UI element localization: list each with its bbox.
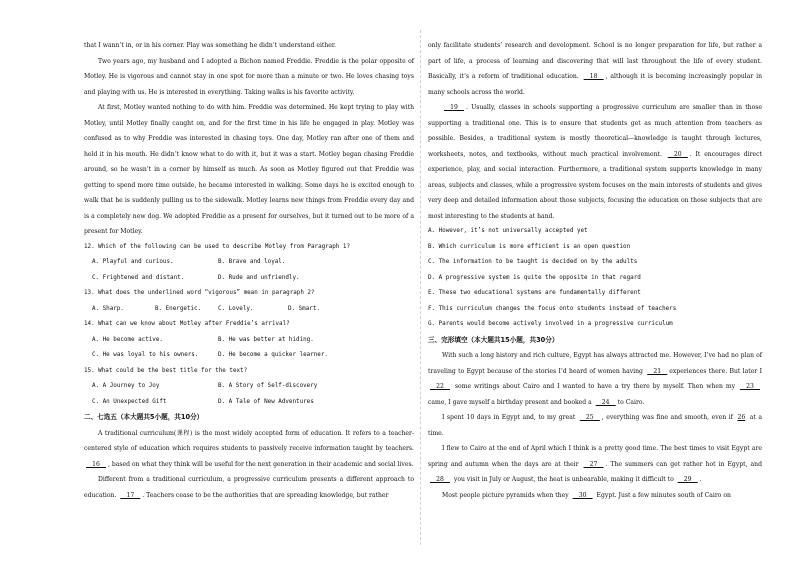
paragraph: Most people picture pyramids when they __30__ Egypt. Just a few minutes south of Cairo on — [442, 491, 731, 499]
option[interactable]: D. A Tale of New Adventures — [218, 398, 314, 405]
blank-25[interactable]: __25__ — [579, 414, 600, 421]
choice-option[interactable]: F. This curriculum changes the focus onto students instead of teachers — [428, 305, 677, 312]
blank-24[interactable]: __24__ — [595, 398, 616, 406]
options-row — [84, 271, 414, 287]
options-row — [84, 379, 414, 395]
options-row — [84, 333, 414, 349]
blank-16[interactable]: __16__ — [86, 460, 106, 468]
choice-option[interactable]: A. However, it’s not universally accepted yet — [428, 228, 588, 234]
paragraph: A traditional curriculum(课程) is the most widely accepted form of education. It refers to a teacher-centered style of education which requires students to passively receive information taught by teachers. __16__ , based on what they think will be useful for the next generation in their academic and social lives. — [84, 429, 414, 468]
right-column — [428, 38, 762, 503]
blank-27[interactable]: __27__ — [583, 460, 604, 468]
choice-option[interactable]: B. Which curriculum is more efficient is an open question — [428, 243, 631, 250]
blank-26[interactable]: 26 — [737, 414, 746, 421]
options-row — [84, 348, 414, 364]
option[interactable]: A. Playful and curious. — [92, 259, 174, 265]
blank-19[interactable]: __19__ — [444, 104, 464, 111]
option[interactable]: D. He become a quicker learner. — [218, 352, 328, 358]
option[interactable]: D. Smart. — [288, 305, 320, 312]
paragraph: that I wann’t in, or in his corner. Play was something he didn’t understand either. — [84, 42, 337, 49]
question-12: 12. Which of the following can be used to describe Motley from Paragraph 1? — [84, 243, 350, 250]
option[interactable]: B. He was better at hiding. — [218, 336, 314, 343]
options-row — [84, 255, 414, 271]
option[interactable]: A. Sharp. — [92, 305, 124, 312]
question-13: 13. What does the underlined word “vigorous” mean in paragraph 2? — [84, 290, 315, 296]
option[interactable]: C. Lovely. — [218, 305, 254, 312]
choice-option[interactable]: G. Parents would become actively involved in a progressive curriculum — [428, 321, 673, 327]
blank-20[interactable]: __20__ — [667, 150, 688, 158]
paragraph: __19__ . Usually, classes in schools supporting a progressive curriculum are smaller than in those supporting a traditional one. This is to ensure that students get as much attention from teachers as possible. Besides, a traditional system is mostly theoretical—knowledge is taught through lectures, worksheets, notes, and textbooks, without much practical involvement. __20__ . It encourages direct experience, play, and social interaction. Furthermore, a traditional system supports knowledge in many areas, subjects and classes, while a progressive system focuses on the main interests of students and gives very deep and detailed information about those subjects, focusing the education on those subjects that are most interesting to the students at hand. — [428, 104, 762, 220]
paragraph: With such a long history and rich culture, Egypt has always attracted me. However, I’ve had no plan of traveling to Egypt because of the stories I’d heard of women having __21__ experiences there. But later I __22__ some writings about Cairo and I wanted to have a try there by myself. Then when my __23__ came, I gave myself a birthday present and booked a __24__ to Cairo. — [428, 352, 762, 406]
option[interactable]: A. He become active. — [92, 336, 163, 343]
options-row — [84, 302, 414, 318]
blank-28[interactable]: __28__ — [430, 476, 450, 483]
paragraph: At first, Motley wanted nothing to do with him. Freddie was determined. He kept trying to play with Motley, until Motley finally caught on, and for the first time in his life he engaged in play. Motley was confused as to why Freddie was interested in chasing toys. One day, Motley ran after one of them and held it in his mouth. He didn’t know what to do with it, but it was a start. Motley began chasing Freddie around, so he wasn’t in a corner by himself as much. As soon as Motley figured out that Freddie was getting to spend more time outside, he became interested in walking. Some days he is excited enough to walk that he is suddenly pulling us to the sidewalk. Motley learns new things from Freddie every day and is a completely new dog. We adopted Freddie as a present for ourselves, but it turned out to be more of a present for Motley. — [84, 104, 414, 235]
choice-option[interactable]: D. A progressive system is quite the opposite in that regard — [428, 274, 641, 281]
paragraph: I flew to Cairo at the end of April which I think is a pretty good time. The best times to visit Egypt are spring and autumn when the days are at their __27__ . The summers can get rather hot in Egypt, and __28__ you visit in July or August, the heat is unbearable, making it difficult to __29__ . — [428, 445, 762, 483]
option[interactable]: B. Brave and loyal. — [218, 259, 286, 265]
left-column — [84, 38, 414, 503]
option[interactable]: C. An Unexpected Gift — [92, 398, 167, 405]
option[interactable]: D. Rude and unfriendly. — [218, 274, 300, 281]
option[interactable]: A. A Journey to Joy — [92, 383, 160, 389]
column-divider — [420, 30, 421, 545]
blank-18[interactable]: __18__ — [583, 73, 604, 80]
paragraph: I spent 10 days in Egypt and, to my great __25__ , everything was fine and smooth, even if 26 at a time. — [428, 414, 763, 437]
choice-option[interactable]: E. These two educational systems are fundamentally different — [428, 290, 641, 296]
option[interactable]: C. Frightened and distant. — [92, 274, 185, 281]
blank-17[interactable]: __17__ — [120, 491, 141, 499]
paragraph: only facilitate students’ research and development. School is no longer preparation for life, but rather a part of life, a process of learning and discovering that will last throughout the life of every student. Basically, it’s a reform of traditional education. __18__ , although it is becoming increasingly popular in many schools across the world. — [428, 42, 762, 96]
paragraph: Different from a traditional curriculum, a progressive curriculum presents a different approach to education. __17__ . Teachers cease to be the authorities that are spreading knowledge, but rather — [84, 476, 414, 499]
blank-30[interactable]: __30__ — [572, 491, 593, 499]
paragraph: Two years ago, my husband and I adopted a Bichon named Freddie. Freddie is the polar opposite of Motley. He is vigorous and cannot stay in one spot for more than a minute or two. He loves chasing toys and playing with us. He is interested in everything. Taking walks is his favorite activity. — [84, 57, 414, 96]
blank-29[interactable]: __29__ — [677, 476, 698, 483]
options-row — [84, 395, 414, 411]
blank-22[interactable]: __22__ — [430, 383, 450, 390]
option[interactable]: B. A Story of Self-discovery — [218, 383, 318, 389]
section-heading: 三、完形填空（本大题共15小题，共30分） — [428, 335, 559, 344]
choice-option[interactable]: C. The information to be taught is decided on by the adults — [428, 259, 638, 265]
blank-21[interactable]: __21__ — [647, 367, 668, 375]
section-heading: 二、七选五（本大题共5小题，共10分） — [84, 413, 204, 421]
question-15: 15. What could be the best title for the text? — [84, 367, 248, 374]
option[interactable]: C. He was loyal to his owners. — [92, 352, 199, 358]
blank-23[interactable]: __23__ — [740, 383, 761, 390]
option[interactable]: B. Energetic. — [155, 305, 202, 312]
question-14: 14. What can we know about Motley after Freddie’s arrival? — [84, 321, 290, 327]
